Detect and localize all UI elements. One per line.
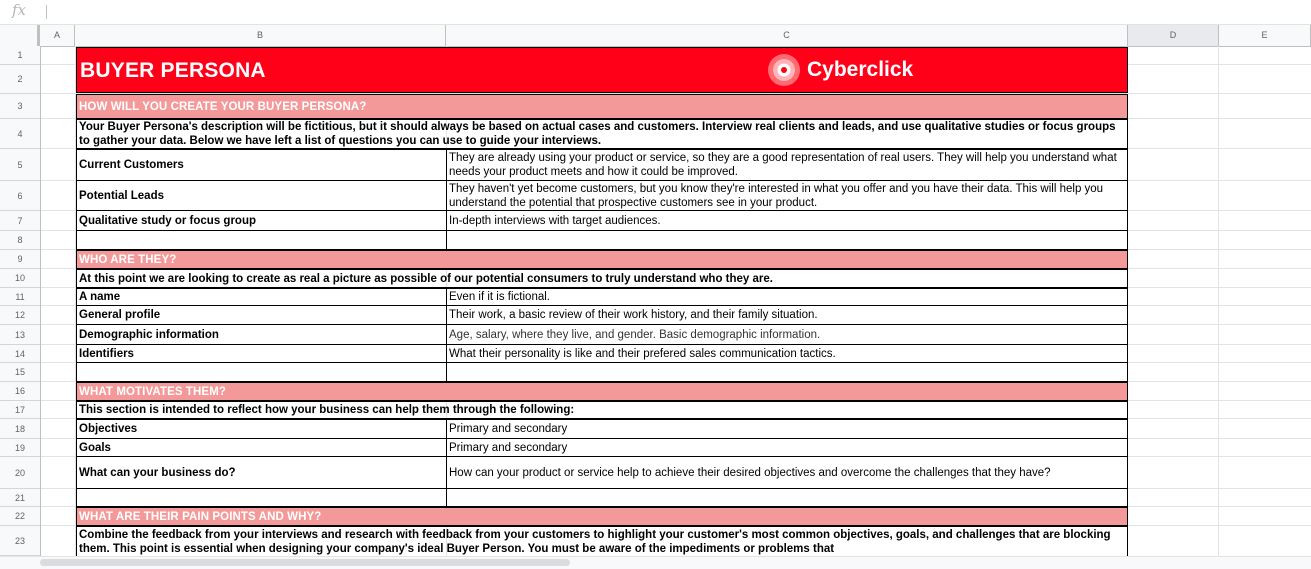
header-banner (76, 47, 1128, 93)
column-header-a[interactable]: A (40, 25, 75, 46)
item-description[interactable]: They haven't yet become customers, but you know they're interested in what you offer and you have their data. This will help you understand the potential that prospective customers see in your product. (446, 180, 1128, 211)
item-label[interactable]: Demographic information (76, 324, 447, 345)
row-header[interactable]: 19 (0, 439, 40, 457)
item-description[interactable]: Primary and secondary (446, 438, 1128, 457)
horizontal-scrollbar[interactable] (0, 556, 1311, 569)
row-header[interactable]: 10 (0, 269, 40, 288)
row-header[interactable]: 18 (0, 419, 40, 439)
row-header[interactable]: 15 (0, 363, 40, 382)
fx-icon: fx (12, 1, 27, 19)
item-label[interactable]: Goals (76, 438, 447, 457)
formula-bar-separator (46, 5, 47, 19)
item-label[interactable]: Current Customers (76, 149, 447, 181)
column-header-c[interactable]: C (446, 25, 1128, 46)
select-all-corner[interactable] (0, 25, 40, 46)
empty-cell[interactable] (76, 362, 447, 382)
section-heading[interactable]: WHO ARE THEY? (76, 250, 1128, 269)
row-header[interactable]: 14 (0, 345, 40, 363)
formula-input[interactable] (52, 4, 1292, 20)
row-header[interactable]: 9 (0, 250, 40, 269)
row-header[interactable]: 11 (0, 288, 40, 306)
formula-bar (0, 0, 1311, 25)
item-label[interactable]: Objectives (76, 419, 447, 439)
empty-cell[interactable] (76, 230, 447, 250)
row-header[interactable]: 17 (0, 401, 40, 419)
column-headers (0, 25, 1311, 47)
empty-cell[interactable] (446, 488, 1128, 507)
item-description[interactable]: Even if it is fictional. (446, 288, 1128, 306)
section-intro[interactable]: This section is intended to reflect how your business can help them through the following: (76, 401, 1128, 419)
logo-text: Cyberclick (807, 58, 914, 81)
column-header-e[interactable]: E (1219, 25, 1311, 46)
item-description[interactable]: Primary and secondary (446, 419, 1128, 439)
page-title: BUYER PERSONA (80, 59, 266, 82)
empty-cell[interactable] (446, 362, 1128, 382)
item-label[interactable]: A name (76, 288, 447, 306)
section-heading[interactable]: WHAT MOTIVATES THEM? (76, 382, 1128, 401)
row-header[interactable]: 21 (0, 489, 40, 507)
row-header[interactable]: 3 (0, 94, 40, 119)
spreadsheet-grid[interactable] (41, 46, 1311, 556)
item-description[interactable]: Their work, a basic review of their work history, and their family situation. (446, 305, 1128, 325)
column-header-b[interactable]: B (75, 25, 446, 46)
row-header[interactable]: 6 (0, 181, 40, 211)
row-header[interactable]: 8 (0, 231, 40, 250)
row-header[interactable]: 5 (0, 149, 40, 181)
row-header[interactable]: 1 (0, 46, 40, 65)
item-description[interactable]: What their personality is like and their prefered sales communication tactics. (446, 344, 1128, 363)
row-headers (0, 46, 41, 556)
row-header[interactable]: 22 (0, 507, 40, 526)
item-description[interactable]: In-depth interviews with target audiences. (446, 210, 1128, 231)
column-header-d[interactable]: D (1128, 25, 1219, 46)
section-intro[interactable]: Combine the feedback from your interviews and research with feedback from your customers to highlight your customer's most common objectives, goals, and challenges that are blocking them. This point is essential when designing your company's ideal Buyer Person. You must be aware of the impediments or problems that (76, 526, 1128, 556)
item-label[interactable]: What can your business do? (76, 456, 447, 489)
row-header[interactable]: 7 (0, 211, 40, 231)
empty-cell[interactable] (446, 230, 1128, 250)
section-intro[interactable]: At this point we are looking to create as real a picture as possible of our potential consumers to truly understand who they are. (76, 269, 1128, 288)
row-header[interactable]: 2 (0, 65, 40, 94)
item-label[interactable]: Potential Leads (76, 180, 447, 211)
section-intro[interactable]: Your Buyer Persona's description will be fictitious, but it should always be based on actual cases and customers. Interview real clients and leads, and use qualitative studies or focus groups to gather your data. Below we have left a list of questions you can use to guide your interviews. (76, 119, 1128, 149)
row-header[interactable]: 23 (0, 526, 40, 556)
row-header[interactable]: 12 (0, 306, 40, 325)
row-header[interactable]: 20 (0, 457, 40, 489)
section-heading[interactable]: WHAT ARE THEIR PAIN POINTS AND WHY? (76, 507, 1128, 526)
cyberclick-logo (767, 54, 913, 86)
empty-cell[interactable] (76, 488, 447, 507)
item-description[interactable]: They are already using your product or service, so they are a good representation of real users. They will help you understand what needs your product meets and how it could be improved. (446, 149, 1128, 181)
item-label[interactable]: Identifiers (76, 344, 447, 363)
scrollbar-thumb[interactable] (40, 559, 570, 566)
item-description[interactable]: Age, salary, where they live, and gender. Basic demographic information. (446, 324, 1128, 345)
row-header[interactable]: 4 (0, 119, 40, 149)
gridline (1218, 46, 1219, 556)
item-description[interactable]: How can your product or service help to achieve their desired objectives and overcome the challenges that they have? (446, 456, 1128, 489)
cyberclick-logo-icon (767, 53, 801, 87)
item-label[interactable]: Qualitative study or focus group (76, 210, 447, 231)
section-heading[interactable]: HOW WILL YOU CREATE YOUR BUYER PERSONA? (76, 94, 1128, 119)
row-header[interactable]: 13 (0, 325, 40, 345)
row-header[interactable]: 16 (0, 382, 40, 401)
item-label[interactable]: General profile (76, 305, 447, 325)
